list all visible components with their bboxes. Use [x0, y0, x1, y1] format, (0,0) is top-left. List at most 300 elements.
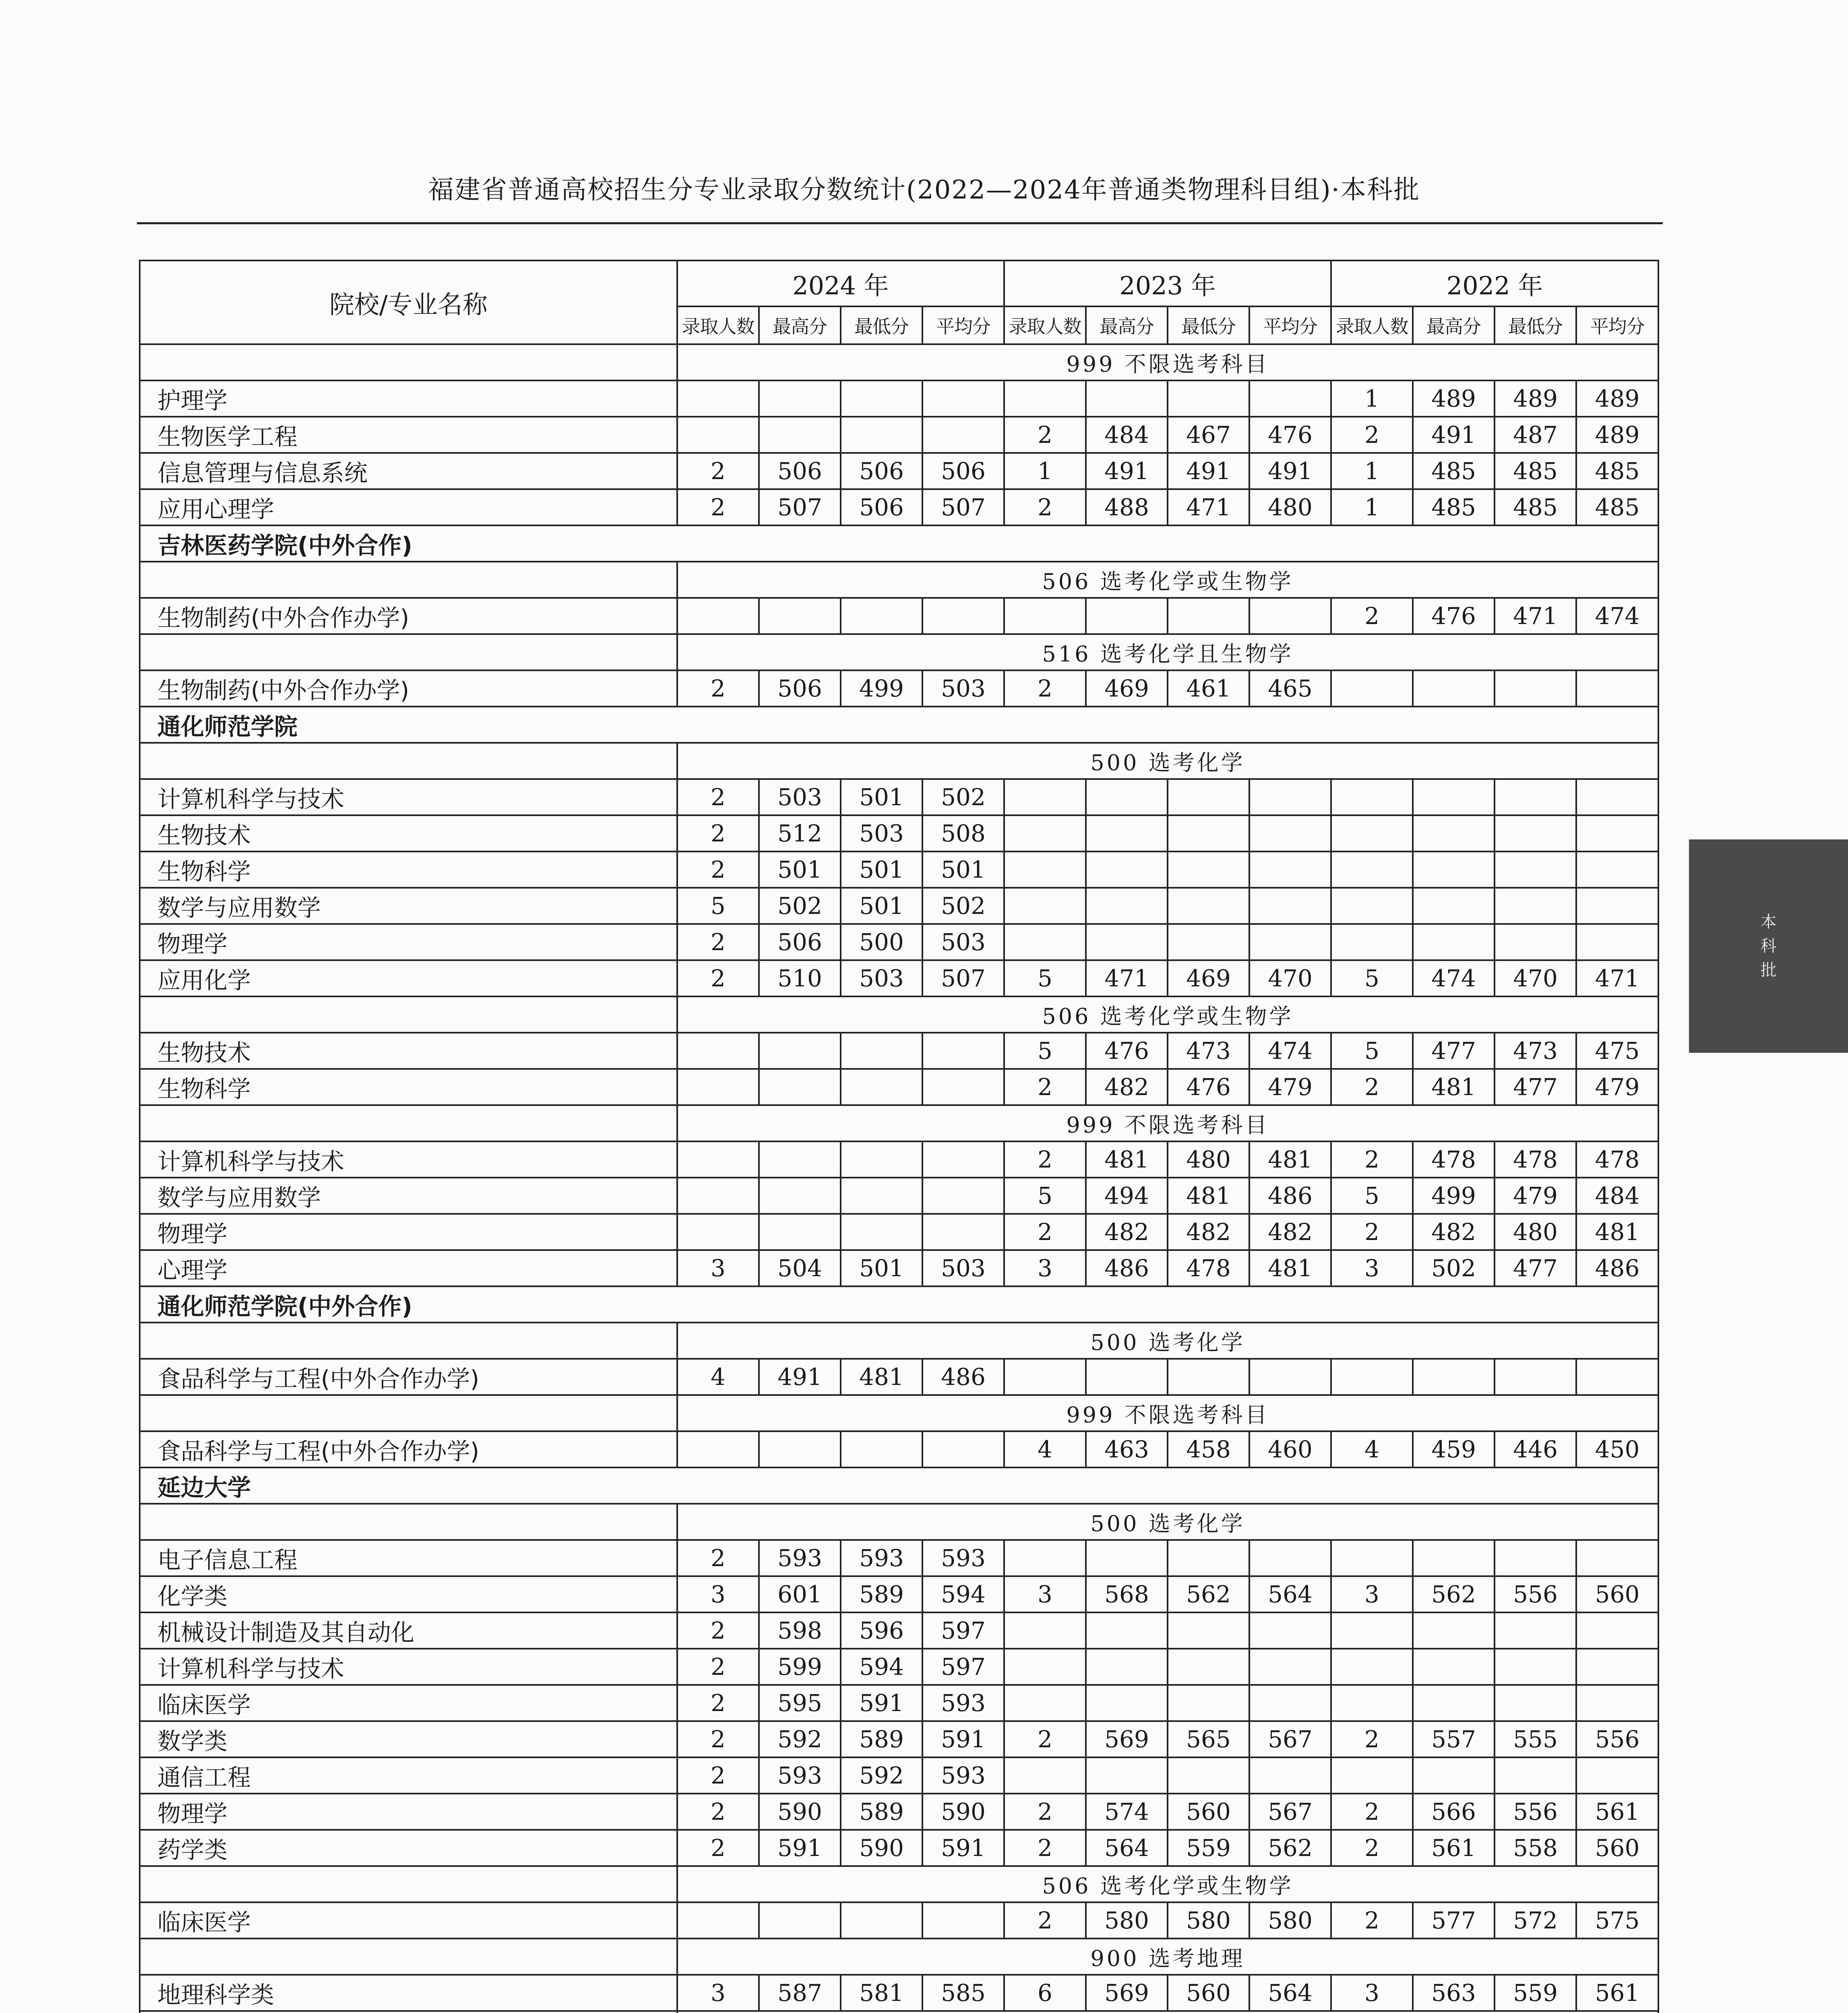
score-cell: 471 [1168, 489, 1249, 525]
score-cell [759, 598, 841, 634]
score-cell: 589 [841, 1794, 922, 1830]
score-cell: 486 [1086, 1250, 1168, 1286]
major-name: 通信工程 [140, 1757, 677, 1794]
score-cell: 594 [922, 1576, 1004, 1612]
score-cell: 580 [1249, 1902, 1331, 1939]
empty-cell [140, 1105, 677, 1141]
metric-header: 平均分 [922, 306, 1004, 344]
score-cell [1086, 851, 1168, 888]
score-cell: 557 [1413, 1721, 1495, 1757]
score-cell: 459 [1413, 1431, 1495, 1467]
major-name: 机械设计制造及其自动化 [140, 1612, 677, 1649]
score-cell: 597 [922, 1612, 1004, 1649]
major-name: 信息管理与信息系统 [140, 453, 677, 489]
score-cell [1413, 924, 1495, 960]
score-cell: 482 [1086, 1214, 1168, 1250]
score-cell: 488 [1086, 489, 1168, 525]
score-cell [1004, 1649, 1086, 1685]
score-cell [1004, 888, 1086, 924]
score-cell: 504 [759, 1250, 841, 1286]
score-cell [1249, 1359, 1331, 1395]
major-name: 地理科学类 [140, 1975, 677, 2011]
table-row [140, 1794, 1658, 1830]
score-cell [1331, 1540, 1413, 1576]
score-cell [1413, 851, 1495, 888]
score-cell [1413, 1757, 1495, 1794]
score-cell: 499 [1413, 1178, 1495, 1214]
score-cell: 506 [759, 670, 841, 707]
score-cell: 577 [1413, 1902, 1495, 1939]
score-cell: 3 [1331, 1975, 1413, 2011]
score-cell: 3 [1331, 1250, 1413, 1286]
score-cell [1331, 888, 1413, 924]
metric-header: 录取人数 [1004, 306, 1086, 344]
score-cell [1086, 815, 1168, 851]
subject-requirement-row [140, 996, 1658, 1033]
metric-header: 最高分 [1413, 306, 1495, 344]
score-cell: 567 [1249, 1721, 1331, 1757]
score-cell: 562 [1413, 1576, 1495, 1612]
score-cell [922, 1214, 1004, 1250]
table-row [140, 1612, 1658, 1649]
major-name: 生物技术 [140, 1033, 677, 1069]
score-cell [1249, 1685, 1331, 1721]
score-cell [1168, 888, 1249, 924]
score-cell [1249, 888, 1331, 924]
score-cell: 471 [1086, 960, 1168, 996]
subject-requirement-row [140, 2011, 1658, 2013]
score-cell [1413, 1685, 1495, 1721]
score-cell: 2 [677, 453, 759, 489]
score-cell: 2 [677, 779, 759, 815]
score-cell: 460 [1249, 1431, 1331, 1467]
major-name: 数学与应用数学 [140, 1178, 677, 1214]
score-cell: 458 [1168, 1431, 1249, 1467]
score-cell: 589 [841, 1721, 922, 1757]
empty-cell [140, 1504, 677, 1540]
score-cell: 594 [841, 1649, 922, 1685]
subject-requirement-row [140, 1323, 1658, 1359]
table-row [140, 417, 1658, 453]
table-body [140, 344, 1658, 2013]
metric-header: 最低分 [1168, 306, 1249, 344]
score-cell: 5 [1331, 960, 1413, 996]
score-cell: 477 [1495, 1069, 1576, 1105]
score-cell: 2 [677, 670, 759, 707]
admission-score-table [139, 260, 1659, 2013]
score-cell [1168, 1359, 1249, 1395]
score-cell: 503 [841, 960, 922, 996]
score-cell: 482 [1249, 1214, 1331, 1250]
side-tab-char: 批 [1760, 961, 1777, 980]
score-cell: 471 [1495, 598, 1576, 634]
score-cell [1249, 924, 1331, 960]
score-cell [1086, 779, 1168, 815]
score-cell [1495, 888, 1576, 924]
score-cell: 2 [677, 960, 759, 996]
subject-requirement: 999 不限选考科目 [677, 344, 1658, 380]
table-row [140, 851, 1658, 888]
score-cell [1004, 380, 1086, 417]
subject-requirement: 999 不限选考科目 [677, 1395, 1658, 1431]
score-cell [1495, 1649, 1576, 1685]
table-row [140, 670, 1658, 707]
score-cell [1495, 851, 1576, 888]
score-cell: 580 [1086, 1902, 1168, 1939]
score-cell: 560 [1576, 1830, 1658, 1866]
score-cell [841, 1214, 922, 1250]
score-cell: 507 [922, 960, 1004, 996]
score-cell: 3 [677, 1576, 759, 1612]
score-cell: 486 [1576, 1250, 1658, 1286]
major-name: 应用心理学 [140, 489, 677, 525]
score-cell [1004, 1757, 1086, 1794]
score-cell [759, 417, 841, 453]
score-cell: 2 [677, 815, 759, 851]
score-cell [677, 1069, 759, 1105]
major-name: 计算机科学与技术 [140, 779, 677, 815]
score-cell: 481 [1249, 1250, 1331, 1286]
score-cell: 465 [1249, 670, 1331, 707]
score-cell [1004, 815, 1086, 851]
school-name: 吉林医药学院(中外合作) [140, 525, 1658, 562]
section-side-tab [1689, 839, 1848, 1053]
major-name: 生物科学 [140, 1069, 677, 1105]
score-cell [1086, 1649, 1168, 1685]
side-tab-char: 科 [1760, 937, 1777, 955]
major-name: 临床医学 [140, 1685, 677, 1721]
subject-requirement-row [140, 1866, 1658, 1902]
score-cell [922, 1902, 1004, 1939]
score-cell: 502 [922, 888, 1004, 924]
score-cell: 559 [1168, 1830, 1249, 1866]
major-name: 数学与应用数学 [140, 888, 677, 924]
score-cell: 2 [1004, 489, 1086, 525]
score-cell [1331, 1649, 1413, 1685]
score-cell: 485 [1495, 489, 1576, 525]
score-cell: 2 [1004, 1721, 1086, 1757]
score-cell: 593 [841, 1540, 922, 1576]
major-name: 数学类 [140, 1721, 677, 1757]
score-cell [677, 1033, 759, 1069]
score-cell [1495, 815, 1576, 851]
major-name: 物理学 [140, 1214, 677, 1250]
score-cell [841, 1902, 922, 1939]
score-cell: 484 [1576, 1178, 1658, 1214]
score-cell [1331, 851, 1413, 888]
score-cell [1331, 924, 1413, 960]
score-cell: 3 [1004, 1250, 1086, 1286]
score-cell: 502 [1413, 1250, 1495, 1286]
score-cell [1413, 1612, 1495, 1649]
score-cell: 581 [841, 1975, 922, 2011]
score-cell: 473 [1495, 1033, 1576, 1069]
score-cell [1576, 1540, 1658, 1576]
score-cell: 473 [1168, 1033, 1249, 1069]
score-cell: 507 [922, 489, 1004, 525]
score-cell: 4 [677, 1359, 759, 1395]
score-cell [759, 1431, 841, 1467]
score-cell [1168, 1612, 1249, 1649]
subject-requirement: 500 选考化学 [677, 1504, 1658, 1540]
score-cell: 2 [1331, 1794, 1413, 1830]
score-cell: 481 [841, 1359, 922, 1395]
score-cell: 486 [1249, 1178, 1331, 1214]
score-cell: 591 [922, 1721, 1004, 1757]
major-name: 心理学 [140, 1250, 677, 1286]
major-name: 食品科学与工程(中外合作办学) [140, 1431, 677, 1467]
table-row [140, 779, 1658, 815]
score-cell: 482 [1168, 1214, 1249, 1250]
major-name: 应用化学 [140, 960, 677, 996]
score-cell: 562 [1168, 1576, 1249, 1612]
year-header-2023: 2023 年 [1004, 260, 1331, 306]
table-row [140, 960, 1658, 996]
score-cell: 481 [1413, 1069, 1495, 1105]
score-cell [1168, 924, 1249, 960]
score-cell: 2 [1004, 1794, 1086, 1830]
score-cell: 593 [922, 1757, 1004, 1794]
table-row [140, 1649, 1658, 1685]
score-cell: 598 [759, 1612, 841, 1649]
table-row [140, 598, 1658, 634]
score-cell [677, 598, 759, 634]
score-cell: 485 [1413, 453, 1495, 489]
score-cell [1004, 598, 1086, 634]
score-cell: 482 [1086, 1069, 1168, 1105]
empty-cell [140, 1395, 677, 1431]
table-row [140, 1141, 1658, 1178]
score-cell: 502 [759, 888, 841, 924]
score-cell [1249, 851, 1331, 888]
score-cell: 560 [1168, 1975, 1249, 2011]
score-cell [1249, 1540, 1331, 1576]
score-cell: 474 [1576, 598, 1658, 634]
score-cell [759, 1214, 841, 1250]
score-cell [1576, 815, 1658, 851]
score-cell: 564 [1086, 1830, 1168, 1866]
score-cell: 491 [1168, 453, 1249, 489]
score-cell: 561 [1576, 1794, 1658, 1830]
table-row [140, 380, 1658, 417]
score-cell [1168, 598, 1249, 634]
score-cell: 585 [922, 1975, 1004, 2011]
score-cell: 508 [922, 815, 1004, 851]
score-cell: 481 [1249, 1141, 1331, 1178]
year-header-2024: 2024 年 [677, 260, 1004, 306]
school-row [140, 525, 1658, 562]
score-cell: 1 [1331, 489, 1413, 525]
score-cell: 506 [759, 453, 841, 489]
score-cell: 512 [759, 815, 841, 851]
subject-requirement: 500 选考化学 [677, 1323, 1658, 1359]
score-cell: 3 [1331, 1576, 1413, 1612]
score-cell [1413, 1359, 1495, 1395]
score-cell: 506 [841, 453, 922, 489]
score-cell [1004, 779, 1086, 815]
major-name: 生物制药(中外合作办学) [140, 598, 677, 634]
score-cell: 2 [1004, 1830, 1086, 1866]
score-cell: 503 [841, 815, 922, 851]
score-cell [1576, 670, 1658, 707]
score-cell [1413, 670, 1495, 707]
score-cell [841, 598, 922, 634]
score-cell: 503 [922, 670, 1004, 707]
score-cell: 567 [1249, 1794, 1331, 1830]
score-cell: 3 [677, 1975, 759, 2011]
score-cell [1249, 1612, 1331, 1649]
score-cell [677, 417, 759, 453]
table-row [140, 1214, 1658, 1250]
subject-requirement-row [140, 634, 1658, 670]
score-cell [922, 1178, 1004, 1214]
score-cell [1413, 815, 1495, 851]
score-cell [1495, 1612, 1576, 1649]
score-cell: 5 [677, 888, 759, 924]
score-cell [922, 417, 1004, 453]
score-cell: 560 [1576, 1576, 1658, 1612]
score-cell [1495, 670, 1576, 707]
score-cell: 566 [1413, 1794, 1495, 1830]
empty-cell [140, 996, 677, 1033]
score-cell [1495, 924, 1576, 960]
score-cell [922, 598, 1004, 634]
score-cell: 479 [1249, 1069, 1331, 1105]
score-cell: 476 [1086, 1033, 1168, 1069]
score-cell: 556 [1495, 1576, 1576, 1612]
score-cell [922, 380, 1004, 417]
major-name: 护理学 [140, 380, 677, 417]
table-row [140, 1033, 1658, 1069]
score-cell: 2 [677, 1794, 759, 1830]
school-row [140, 707, 1658, 743]
school-name: 通化师范学院 [140, 707, 1658, 743]
subject-requirement: 516 选考化学且生物学 [677, 634, 1658, 670]
metric-header: 最高分 [759, 306, 841, 344]
score-cell: 503 [922, 1250, 1004, 1286]
score-cell: 555 [1495, 1721, 1576, 1757]
score-cell: 599 [759, 1649, 841, 1685]
score-cell: 470 [1495, 960, 1576, 996]
score-cell: 2 [677, 1649, 759, 1685]
score-cell: 2 [1004, 670, 1086, 707]
score-cell: 479 [1576, 1069, 1658, 1105]
year-header-2022: 2022 年 [1331, 260, 1658, 306]
score-cell [1249, 815, 1331, 851]
score-cell: 2 [677, 1612, 759, 1649]
score-cell [1004, 851, 1086, 888]
score-cell: 478 [1413, 1141, 1495, 1178]
score-cell: 491 [1249, 453, 1331, 489]
score-cell: 2 [1331, 1069, 1413, 1105]
table-row [140, 815, 1658, 851]
empty-cell [140, 634, 677, 670]
score-cell [1331, 779, 1413, 815]
score-cell [841, 1033, 922, 1069]
score-cell: 1 [1331, 380, 1413, 417]
metric-header: 最低分 [841, 306, 922, 344]
subject-requirement: 999 不限选考科目 [677, 1105, 1658, 1141]
score-cell [1249, 1649, 1331, 1685]
score-cell: 593 [922, 1685, 1004, 1721]
score-cell: 2 [1331, 598, 1413, 634]
metric-header: 平均分 [1576, 306, 1658, 344]
score-cell [759, 1069, 841, 1105]
score-cell: 477 [1413, 1033, 1495, 1069]
score-cell: 556 [1495, 1794, 1576, 1830]
subject-requirement: 900 选考地理 [677, 1939, 1658, 1975]
major-name: 食品科学与工程(中外合作办学) [140, 1359, 677, 1395]
score-cell: 2 [677, 1540, 759, 1576]
score-cell: 487 [1495, 417, 1576, 453]
table-row [140, 1576, 1658, 1612]
score-cell [841, 417, 922, 453]
score-cell: 446 [1495, 1431, 1576, 1467]
subject-requirement: 506 选考化学或生物学 [677, 1866, 1658, 1902]
major-name: 生物科学 [140, 851, 677, 888]
score-cell [1413, 888, 1495, 924]
score-cell [1576, 924, 1658, 960]
score-cell: 501 [841, 1250, 922, 1286]
score-cell [1495, 1757, 1576, 1794]
subject-requirement [677, 2011, 1658, 2013]
score-cell: 489 [1413, 380, 1495, 417]
score-cell: 510 [759, 960, 841, 996]
side-tab-char: 本 [1760, 913, 1777, 931]
score-cell [1086, 598, 1168, 634]
score-cell: 502 [922, 779, 1004, 815]
score-cell: 5 [1004, 1033, 1086, 1069]
score-cell [922, 1431, 1004, 1467]
score-cell: 476 [1413, 598, 1495, 634]
score-cell [1168, 1757, 1249, 1794]
subject-requirement: 500 选考化学 [677, 743, 1658, 779]
score-cell: 590 [922, 1794, 1004, 1830]
score-cell: 478 [1495, 1141, 1576, 1178]
major-name: 电子信息工程 [140, 1540, 677, 1576]
score-cell [1331, 670, 1413, 707]
score-cell [1331, 1612, 1413, 1649]
score-cell: 6 [1004, 1975, 1086, 2011]
score-cell [1086, 1757, 1168, 1794]
score-cell [759, 1141, 841, 1178]
score-cell: 587 [759, 1975, 841, 2011]
score-cell: 478 [1168, 1250, 1249, 1286]
score-cell: 484 [1086, 417, 1168, 453]
score-cell: 2 [1331, 417, 1413, 453]
score-cell [759, 380, 841, 417]
subject-requirement-row [140, 1105, 1658, 1141]
score-cell [677, 1431, 759, 1467]
score-cell: 2 [677, 1757, 759, 1794]
score-cell [1413, 779, 1495, 815]
score-cell: 590 [841, 1830, 922, 1866]
score-cell [1086, 380, 1168, 417]
major-name: 物理学 [140, 924, 677, 960]
score-cell: 463 [1086, 1431, 1168, 1467]
score-cell [1331, 1757, 1413, 1794]
header-rule [137, 222, 1663, 224]
metric-header: 录取人数 [1331, 306, 1413, 344]
score-cell: 590 [759, 1794, 841, 1830]
score-cell: 561 [1576, 1975, 1658, 2011]
score-cell: 596 [841, 1612, 922, 1649]
score-cell: 501 [841, 888, 922, 924]
score-cell [1495, 1359, 1576, 1395]
score-cell [1331, 1685, 1413, 1721]
table-row [140, 1359, 1658, 1395]
score-cell: 469 [1168, 960, 1249, 996]
